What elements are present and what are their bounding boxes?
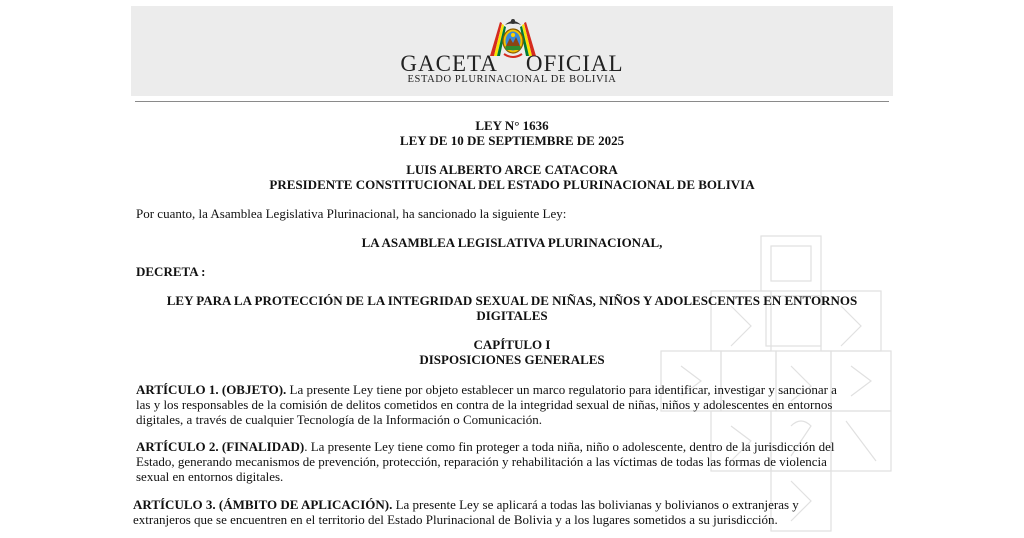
chapter-title: DISPOSICIONES GENERALES xyxy=(419,352,605,367)
article-2-line-1: . La presente Ley tiene como fin proteger a toda niña, niño o adolescente, dentro de la jurisdicción del xyxy=(304,439,835,454)
article-2-line-3: sexual en entornos digitales. xyxy=(136,469,284,484)
header-divider xyxy=(135,101,889,102)
intro-paragraph: Por cuanto, la Asamblea Legislativa Plurinacional, ha sancionado la siguiente Ley: xyxy=(136,206,567,221)
chapter-number: CAPÍTULO I xyxy=(473,337,551,352)
assembly-heading: LA ASAMBLEA LEGISLATIVA PLURINACIONAL, xyxy=(361,235,663,250)
gazette-header xyxy=(131,6,893,96)
decreta-heading: DECRETA : xyxy=(136,264,206,279)
article-2-heading: ARTÍCULO 2. (FINALIDAD) xyxy=(136,439,305,454)
andean-pattern-watermark xyxy=(651,226,893,536)
article-2-line-2: Estado, generando mecanismos de prevención, protección, reparación y rehabilitación a las víctimas de todas las formas de violencia xyxy=(136,454,827,469)
law-title-line-1: LEY PARA LA PROTECCIÓN DE LA INTEGRIDAD SEXUAL DE NIÑAS, NIÑOS Y ADOLESCENTES EN ENTORNOS xyxy=(166,293,858,308)
gazette-page xyxy=(131,6,893,538)
article-1 xyxy=(136,382,890,427)
law-title-line-2: DIGITALES xyxy=(476,308,548,323)
president-title: PRESIDENTE CONSTITUCIONAL DEL ESTADO PLURINACIONAL DE BOLIVIA xyxy=(269,177,755,192)
article-3 xyxy=(133,497,890,527)
masthead-word-gaceta: GACETA xyxy=(400,51,498,76)
article-3-line-1: La presente Ley se aplicará a todas las bolivianas y bolivianos o extranjeras y xyxy=(392,497,799,512)
article-1-line-3: digitales, a través de cualquier Tecnología de la Información o Comunicación. xyxy=(136,412,543,427)
gazette-subtitle: ESTADO PLURINACIONAL DE BOLIVIA xyxy=(407,74,617,85)
article-3-line-2: extranjeros que se encuentren en el territorio del Estado Plurinacional de Bolivia y a los lugares sometidos a su jurisdicción. xyxy=(133,512,778,527)
article-1-heading: ARTÍCULO 1. (OBJETO). xyxy=(136,382,287,397)
article-1-line-2: las y los responsables de la comisión de delitos cometidos en contra de la integridad sexual de niñas, niños y adolescentes en entornos xyxy=(136,397,833,412)
law-date: LEY DE 10 DE SEPTIEMBRE DE 2025 xyxy=(399,133,625,148)
law-number: LEY N° 1636 xyxy=(475,118,549,133)
article-2 xyxy=(136,439,890,484)
president-name: LUIS ALBERTO ARCE CATACORA xyxy=(406,162,618,177)
masthead-word-oficial: OFICIAL xyxy=(525,51,624,76)
article-3-heading: ARTÍCULO 3. (ÁMBITO DE APLICACIÓN). xyxy=(133,497,393,512)
article-1-line-1: La presente Ley tiene por objeto establecer un marco regulatorio para identificar, investigar y sancionar a xyxy=(286,382,837,397)
